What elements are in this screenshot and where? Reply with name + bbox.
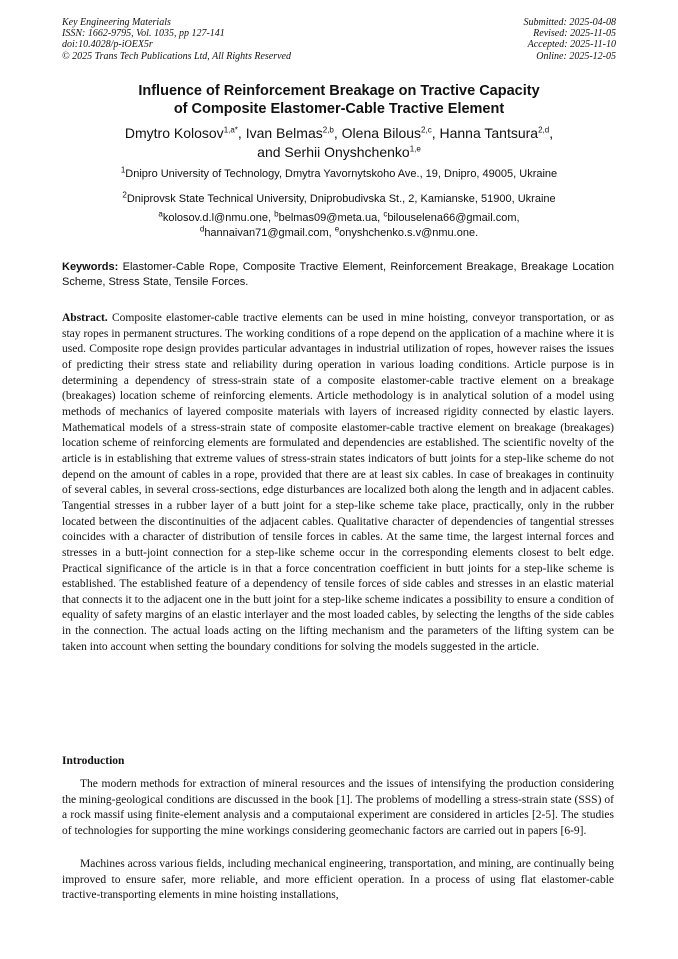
email-link[interactable]: belmas09@meta.ua, (278, 212, 384, 224)
affiliation-sup: 1 (120, 165, 126, 175)
author-sup: 2,b (322, 125, 334, 135)
header-right (524, 17, 617, 62)
email-link[interactable]: hannaivan71@gmail.com, (204, 227, 335, 239)
author-sup: 1,e (409, 144, 421, 154)
author: Hanna Tantsura (439, 125, 539, 141)
email-link[interactable]: bilouselena66@gmail.com, (387, 212, 520, 224)
email-link[interactable]: onyshchenko.s.v@nmu.one. (339, 227, 479, 239)
online-date: Online: 2025-12-05 (536, 50, 616, 62)
header-left (62, 17, 291, 62)
author: Olena Bilous (341, 125, 422, 141)
author: Ivan Belmas (245, 125, 323, 141)
submitted-date: Submitted: 2025-04-08 (523, 17, 616, 28)
abstract-label: Abstract. (62, 312, 108, 324)
author-sup: 2,c (421, 125, 432, 135)
introduction-paragraph-1: The modern methods for extraction of mineral resources and the issues of intensifying the production considering the mining-geological conditions are discussed in the book [1]. The problems of modelling a stress-strain state (SSS) of a rock massif using finite-element analysis and a computaional experiment are considered in articles [2-5]. The studies of technologies for supporting the mine workings considering geomechanic factors are carried out in papers [6-9]. (62, 778, 614, 837)
abstract-text: Composite elastomer-cable tractive elements can be used in mine hoisting, conveyor transportation, or as stay ropes in permanent structures. The working conditions of a rope depend on the application of a machine where it is used. Composite rope design provides particular advantages in industrial utilization of ropes, however raises the issues of predicting their stress state and reliability during operation in various loading conditions. Article purpose is in determining a dependency of stress-strain state of a composite elastomer-cable tractive element on a breakage (breakages) location scheme of reinforcing elements. Article methodology is in analytical solution of a model using methods of mechanics of layered composite materials with layers of increased rigidity connected by elastic layers. Mathematical models of a stress-strain state of composite elastomer-cable tractive element on breakage (breakages) location scheme of reinforcing elements are formulated and dependencies are established. The scientific novelty of the article is in establishing that extreme values of stress-strain states indicators of butt joints for a step-like scheme do not depend on the amount of cables in a rope, provided that there are at least six cables. In case of breakages in continuity of several cables, in several cross-sections, edge disturbances are localized both along the length and in adjacent cables. Tangential stresses in a rubber layer of a butt joint for a step-like scheme take place, practically, only in the rubber located between the discontinuities of the adjacent cables. Qualitative character of dependencies of tangential stresses coincides with a character of distribution of tensile forces in cables. At the same time, the largest internal forces and stresses in a butt-joint connection for a step-like scheme occur in the corresponding elements closest to belt edge. Practical significance of the article is in that a force concentration coefficient in butt joints for a step-like scheme is established. The established feature of a dependency of tensile forces of side cables and stresses in an elastic material that connects it to the adjacent one in the butt joint for a step-like scheme indicates a possibility to ensure a condition of equality of safety margins of an elastic interlayer and the most loaded cables, by selecting the lengths of the side cables in the connection. The actual loads acting on the lifting mechanism and the parameters of the lifting system can be taken into account when setting the boundary conditions for solving the models suggested in the article. (62, 312, 614, 653)
revised-date: Revised: 2025-11-05 (533, 28, 616, 40)
email-sup: a (158, 209, 163, 219)
keywords-label: Keywords: (62, 261, 119, 273)
introduction-paragraph-2: Machines across various fields, including mechanical engineering, transportation, and mining, are continually being improved to ensure safer, more reliable, and more efficient operation. In a process of using flat elastomer-cable tractive-transporting elements in mine hoisting installations, (62, 858, 614, 902)
email-sup: c (383, 209, 388, 219)
author-sep: , (237, 125, 246, 141)
author: Dmytro Kolosov (124, 125, 224, 141)
email-sup: b (274, 209, 279, 219)
author-sup: 1,a* (223, 125, 238, 135)
email-sup: e (334, 224, 340, 234)
paper-title (40, 82, 638, 118)
author-sep: , (549, 125, 554, 141)
abstract-block (62, 311, 614, 655)
copyright-line: © 2025 Trans Tech Publications Ltd, All Rights Reserved (62, 50, 291, 62)
email-list (40, 211, 638, 241)
affiliation-text: Dnipro University of Technology, Dmytra Yavornytskoho Ave., 19, Dnipro, 49005, Ukraine (125, 168, 558, 180)
author: and Serhii Onyshchenko (257, 144, 410, 160)
journal-name: Key Engineering Materials (62, 17, 171, 28)
affiliation-sup: 2 (122, 190, 127, 200)
title-line-1: Influence of Reinforcement Breakage on Tractive Capacity (138, 83, 540, 99)
email-sup: d (199, 224, 205, 234)
author-sup: 2,d (538, 125, 550, 135)
author-sep: , (431, 125, 440, 141)
author-sep: , (333, 125, 342, 141)
author-list (40, 124, 638, 162)
doi-line[interactable]: doi:10.4028/p-iOEX5r (62, 39, 153, 51)
issn-line: ISSN: 1662-9795, Vol. 1035, pp 127-141 (62, 28, 225, 40)
email-link[interactable]: kolosov.d.l@nmu.one, (162, 212, 275, 224)
title-line-2: of Composite Elastomer-Cable Tractive Element (173, 101, 505, 117)
section-heading-introduction: Introduction (62, 755, 125, 767)
keywords-text: Elastomer-Cable Rope, Composite Tractive Element, Reinforcement Breakage, Breakage Location Scheme, Stress State, Tensile Forces. (62, 261, 614, 288)
accepted-date: Accepted: 2025-11-10 (527, 39, 616, 51)
affiliation-1 (40, 167, 638, 181)
keywords-block (62, 260, 614, 290)
affiliation-2 (40, 192, 638, 206)
affiliation-text: Dniprovsk State Technical University, Dniprobudivska St., 2, Kamianske, 51900, Ukraine (126, 193, 556, 205)
